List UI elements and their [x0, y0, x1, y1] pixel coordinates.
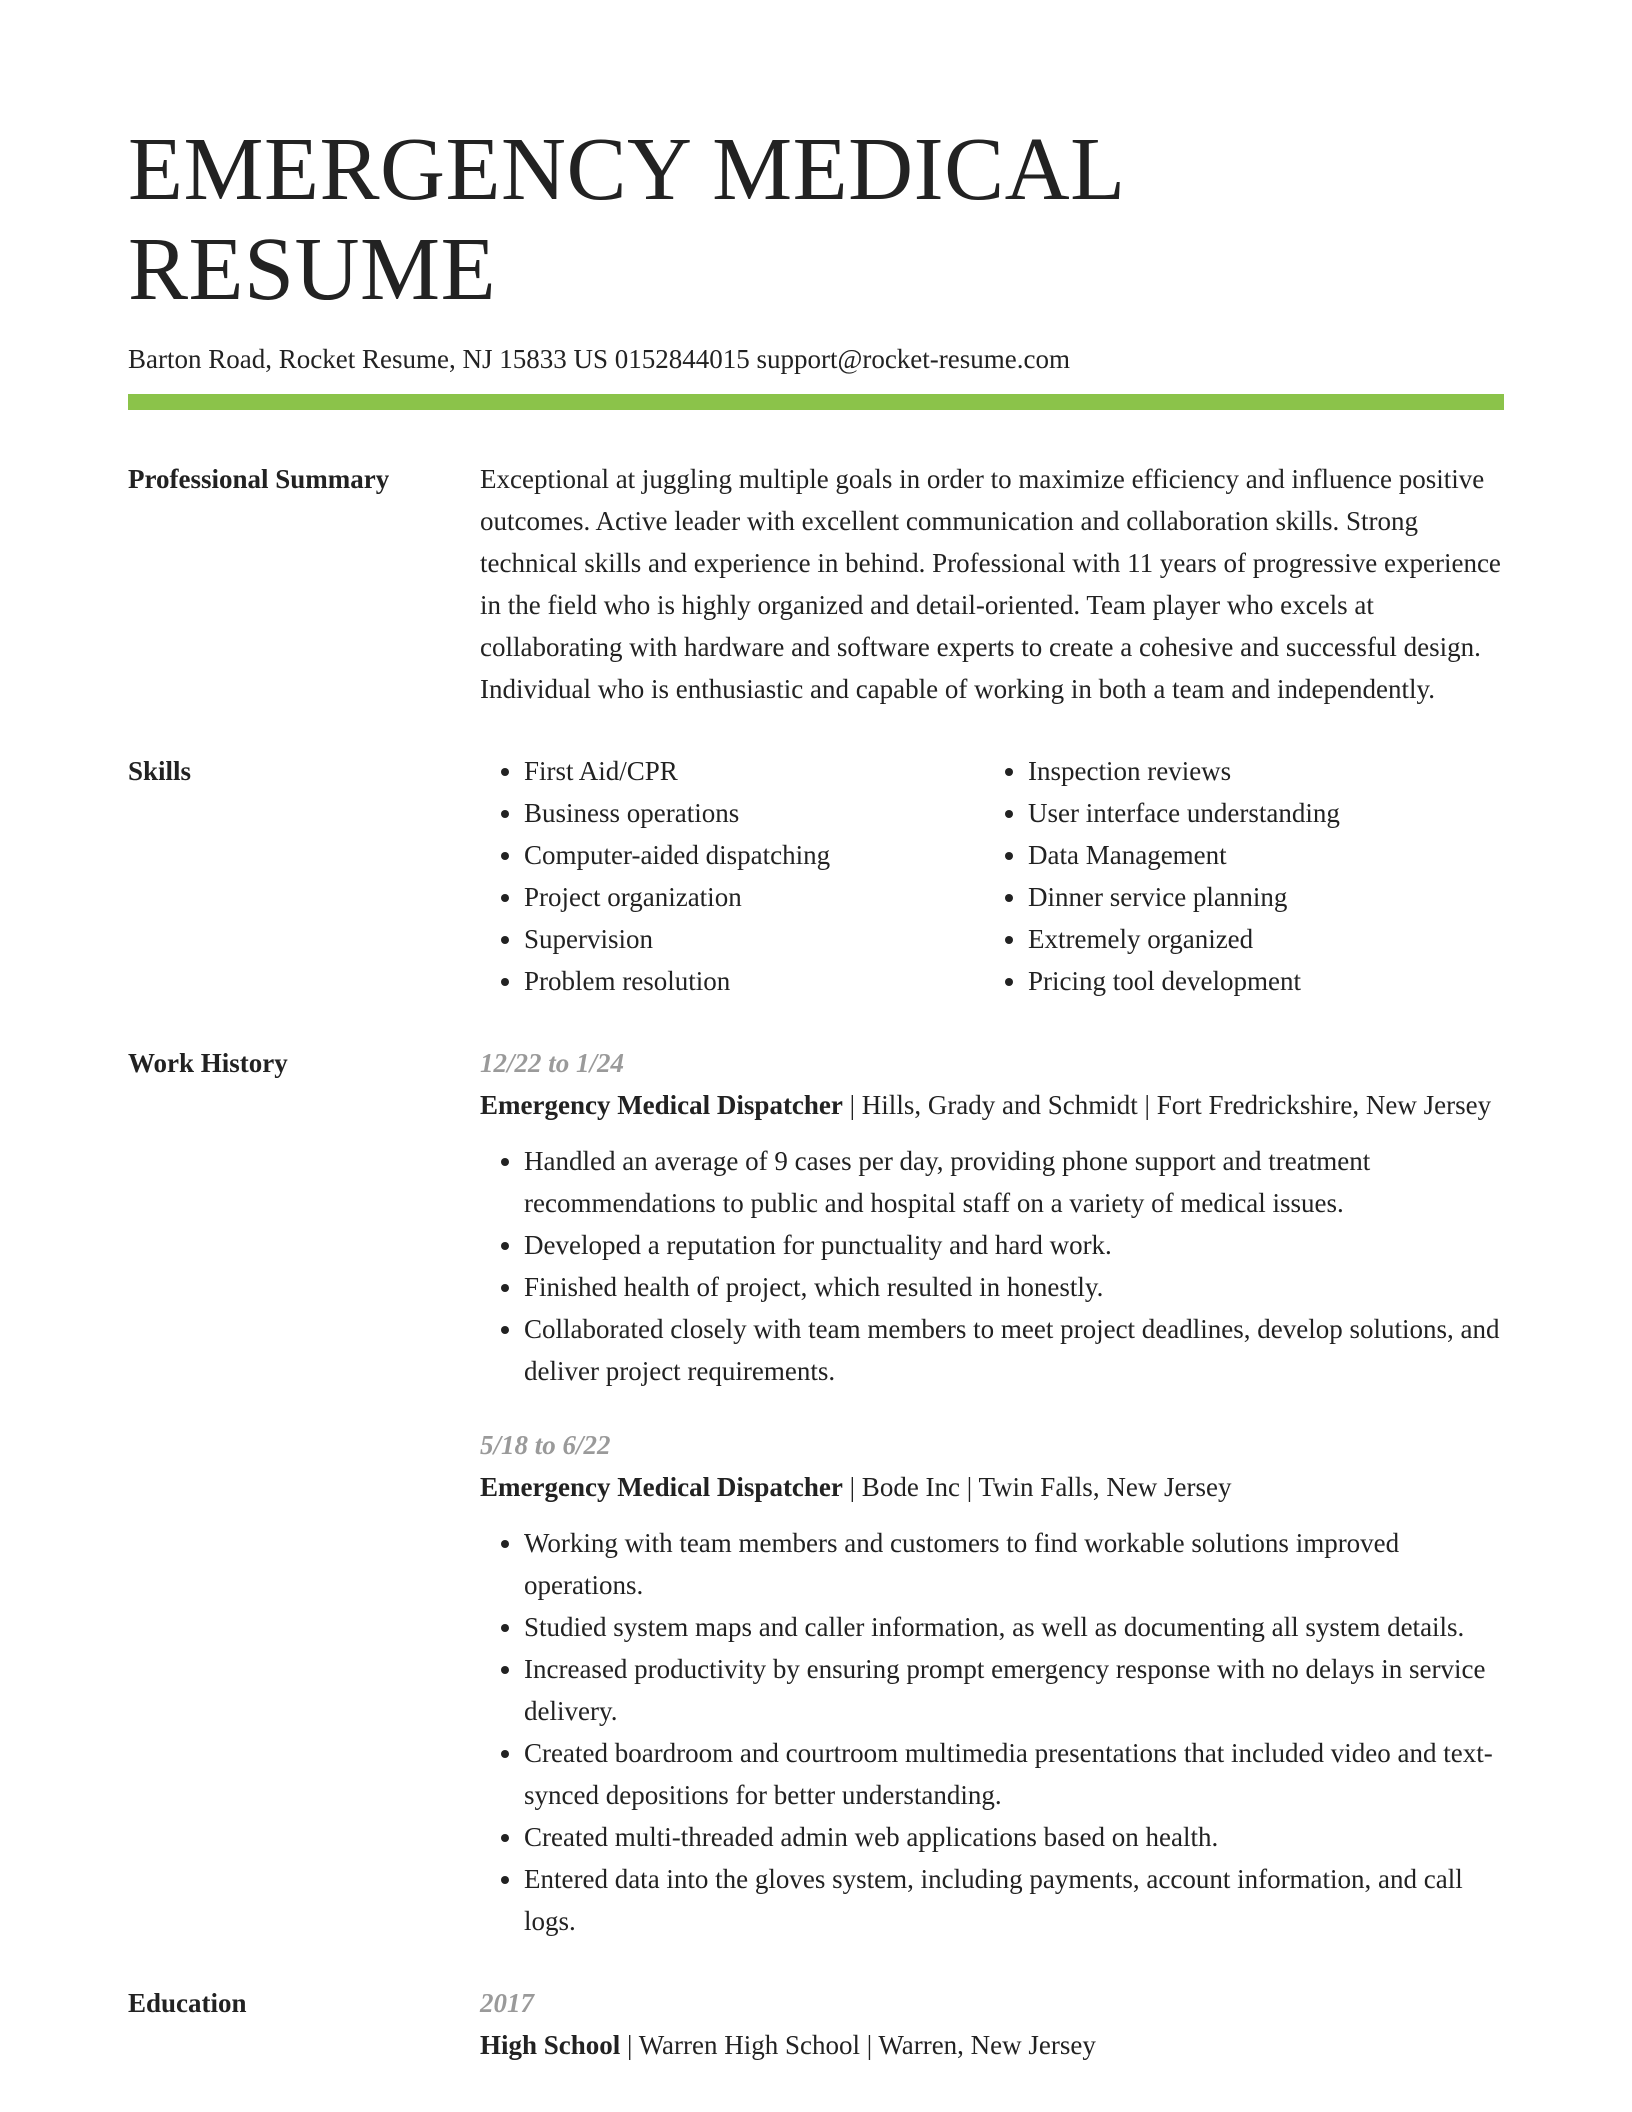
education-degree: High School	[480, 2030, 621, 2060]
job-bullet: • Handled an average of 9 cases per day, providing phone support and treatment recommendations to public and hospital staff on a variety of medical issues.	[524, 1140, 1504, 1224]
job-bullet: • Finished health of project, which resulted in honestly.	[524, 1266, 1504, 1308]
header-divider	[128, 394, 1504, 410]
job-title: Emergency Medical Dispatcher	[480, 1472, 843, 1502]
skill-item: • Business operations	[524, 792, 984, 834]
contact-info: Barton Road, Rocket Resume, NJ 15833 US 0152844015 support@rocket-resume.com	[128, 344, 1070, 374]
education-heading-line	[480, 2024, 1504, 2066]
work-history-section	[128, 1042, 1504, 1942]
job-bullet: • Entered data into the gloves system, including payments, account information, and call logs.	[524, 1858, 1504, 1942]
summary-section	[128, 458, 1504, 710]
skill-item: • Extremely organized	[1028, 918, 1488, 960]
job-employer: | Bode Inc | Twin Falls, New Jersey	[842, 1472, 1232, 1502]
skills-heading: Skills	[128, 756, 192, 786]
skills-list-right	[984, 750, 1488, 1002]
skill-item: • Problem resolution	[524, 960, 984, 1002]
job-title: Emergency Medical Dispatcher	[480, 1090, 843, 1120]
summary-heading: Professional Summary	[128, 464, 390, 494]
job-entry	[480, 1424, 1504, 1942]
job-employer: | Hills, Grady and Schmidt | Fort Fredrickshire, New Jersey	[842, 1090, 1492, 1120]
skill-item: • First Aid/CPR	[524, 750, 984, 792]
job-heading	[480, 1084, 1504, 1126]
skills-section	[128, 750, 1504, 1002]
job-bullets	[480, 1140, 1504, 1392]
education-section	[128, 1982, 1504, 2066]
job-bullet: • Increased productivity by ensuring prompt emergency response with no delays in service delivery.	[524, 1648, 1504, 1732]
skill-item: • Inspection reviews	[1028, 750, 1488, 792]
job-bullet: • Working with team members and customers to find workable solutions improved operations.	[524, 1522, 1504, 1606]
work-history-heading: Work History	[128, 1048, 288, 1078]
job-bullet: • Created boardroom and courtroom multimedia presentations that included video and text-synced depositions for better understanding.	[524, 1732, 1504, 1816]
job-dates: 12/22 to 1/24	[480, 1048, 625, 1078]
skill-item: • Supervision	[524, 918, 984, 960]
job-dates: 5/18 to 6/22	[480, 1430, 611, 1460]
job-bullet: • Collaborated closely with team members to meet project deadlines, develop solutions, and deliver project requirements.	[524, 1308, 1504, 1392]
resume-name: EMERGENCY MEDICAL RESUME	[128, 120, 1123, 319]
job-entry	[480, 1042, 1504, 1392]
education-heading: Education	[128, 1988, 247, 2018]
job-bullet: • Studied system maps and caller information, as well as documenting all system details.	[524, 1606, 1504, 1648]
skill-item: • Project organization	[524, 876, 984, 918]
skill-item: • User interface understanding	[1028, 792, 1488, 834]
skill-item: • Pricing tool development	[1028, 960, 1488, 1002]
job-heading	[480, 1466, 1504, 1508]
summary-text: Exceptional at juggling multiple goals in order to maximize efficiency and influence positive outcomes. Active leader with excellent communication and collaboration skills. Strong technical skills and experience in behind. Professional with 11 years of progressive experience in the field who is highly organized and detail-oriented. Team player who excels at collaborating with hardware and software experts to create a cohesive and successful design. Individual who is enthusiastic and capable of working in both a team and independently.	[480, 464, 1501, 704]
skill-item: • Computer-aided dispatching	[524, 834, 984, 876]
job-bullet: • Created multi-threaded admin web applications based on health.	[524, 1816, 1504, 1858]
education-school: | Warren High School | Warren, New Jersey	[620, 2030, 1096, 2060]
job-bullet: • Developed a reputation for punctuality and hard work.	[524, 1224, 1504, 1266]
job-bullets	[480, 1522, 1504, 1942]
skills-list-left	[480, 750, 984, 1002]
skill-item: • Data Management	[1028, 834, 1488, 876]
education-year: 2017	[480, 1988, 534, 2018]
skill-item: • Dinner service planning	[1028, 876, 1488, 918]
